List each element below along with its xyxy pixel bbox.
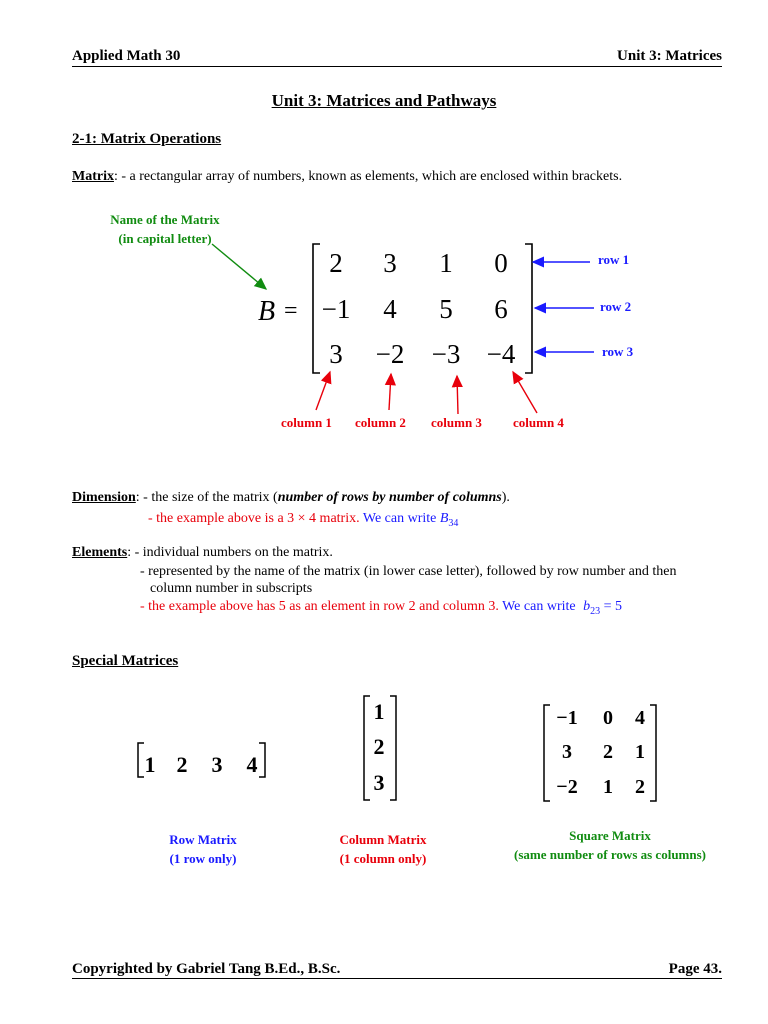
matrix-b-cells — [322, 248, 516, 369]
equals-sign: = — [284, 298, 298, 324]
square-matrix-cell: 3 — [562, 741, 572, 763]
name-note-line1: Name of the Matrix — [110, 212, 220, 227]
special-matrices-drawing — [0, 680, 768, 810]
column-matrix-cell: 1 — [373, 699, 385, 724]
matrix-b-cell: 3 — [329, 339, 343, 369]
row-matrix-cell: 2 — [176, 752, 188, 777]
header-left: Applied Math 30 — [72, 48, 181, 64]
matrix-b-cell: 5 — [439, 294, 453, 324]
column-matrix-left-bracket — [364, 696, 370, 800]
elements-text-3: column number in subscripts — [150, 581, 313, 596]
elements-example-blue: We can write — [502, 599, 576, 614]
row-label-2: row 2 — [600, 299, 632, 314]
square-matrix-cell: −1 — [556, 707, 578, 729]
dimension-definition — [72, 490, 510, 506]
matrix-b-cell: 4 — [383, 294, 397, 324]
square-matrix-right-bracket — [650, 705, 656, 801]
row-matrix-cell: 4 — [246, 752, 258, 777]
column-label-3: column 3 — [431, 415, 482, 430]
matrix-b-cell: 2 — [329, 248, 343, 278]
column-matrix-cells — [374, 699, 385, 795]
special-matrices-heading: Special Matrices — [72, 653, 179, 669]
column-label-2: column 2 — [355, 415, 406, 430]
column-matrix-caption-1: Column Matrix — [339, 832, 427, 847]
matrix-b-cell: −4 — [486, 339, 516, 369]
matrix-b-cell: −2 — [375, 339, 405, 369]
elements-text-2: - represented by the name of the matrix (in lower case letter), followed by row number and then — [140, 564, 677, 579]
matrix-b-diagram — [0, 0, 768, 470]
row-label-1: row 1 — [598, 252, 630, 267]
elements-example-red: - the example above has 5 as an element in row 2 and column 3. — [140, 599, 499, 614]
square-matrix-cell: 2 — [635, 776, 645, 798]
elements-subscript: 23 — [590, 605, 601, 617]
square-matrix-cells — [556, 707, 645, 798]
dimension-example-blue: We can write — [362, 511, 437, 526]
footer-rule — [72, 978, 722, 979]
row-matrix-caption-2: (1 row only) — [169, 851, 237, 866]
square-matrix-caption-1: Square Matrix — [569, 828, 651, 843]
elements-definition — [72, 545, 333, 561]
square-matrix-cell: −2 — [556, 776, 578, 798]
dimension-text-post: ). — [501, 490, 510, 505]
square-matrix-cell: 1 — [635, 741, 645, 763]
col3-arrow — [457, 376, 458, 414]
matrix-b-cell: 3 — [383, 248, 397, 278]
right-bracket — [525, 244, 532, 373]
page-title: Unit 3: Matrices and Pathways — [271, 91, 497, 110]
column-matrix-caption-2: (1 column only) — [339, 851, 427, 866]
row-matrix-left-bracket — [138, 743, 144, 777]
matrix-b-cell: −3 — [431, 339, 461, 369]
square-matrix-left-bracket — [544, 705, 550, 801]
elements-symbol: b — [583, 599, 591, 614]
row-matrix-cell: 3 — [211, 752, 223, 777]
elements-term: Elements — [72, 545, 128, 560]
name-note-line2: (in capital letter) — [118, 231, 212, 246]
matrix-term: Matrix — [72, 169, 114, 184]
elements-text-1: : - individual numbers on the matrix. — [127, 545, 333, 560]
row-label-3: row 3 — [602, 344, 634, 359]
matrix-b-cell: −1 — [321, 294, 351, 324]
elements-value: = 5 — [603, 599, 622, 614]
name-arrow — [212, 244, 266, 289]
column-label-4: column 4 — [513, 415, 564, 430]
row-matrix-caption-1: Row Matrix — [169, 832, 237, 847]
section-heading: 2-1: Matrix Operations — [72, 131, 222, 147]
dimension-symbol: B — [439, 511, 449, 526]
footer-right: Page 43. — [668, 961, 722, 977]
header-right: Unit 3: Matrices — [617, 48, 722, 64]
footer-left: Copyrighted by Gabriel Tang B.Ed., B.Sc. — [72, 961, 341, 977]
matrix-b-cell: 0 — [494, 248, 508, 278]
dimension-emphasis: number of rows by number of columns — [277, 490, 502, 505]
matrix-b-cell: 6 — [494, 294, 508, 324]
matrix-definition-text: : - a rectangular array of numbers, known as elements, which are enclosed within brackets. — [113, 169, 623, 184]
dimension-subscript: 34 — [448, 517, 459, 529]
dimension-term: Dimension — [72, 490, 136, 505]
col2-arrow — [389, 374, 391, 410]
column-label-1: column 1 — [281, 415, 332, 430]
square-matrix-cell: 2 — [603, 741, 613, 763]
col4-arrow — [513, 372, 537, 413]
elements-example — [140, 599, 622, 617]
square-matrix-cell: 4 — [635, 707, 645, 729]
column-matrix-cell: 2 — [373, 734, 385, 759]
matrix-name: B — [258, 296, 276, 327]
column-matrix-right-bracket — [390, 696, 396, 800]
dimension-text-pre: : - the size of the matrix ( — [135, 490, 278, 505]
row-matrix-right-bracket — [259, 743, 265, 777]
square-matrix-cell: 0 — [603, 707, 613, 729]
left-bracket — [313, 244, 320, 373]
square-matrix-cell: 1 — [603, 776, 613, 798]
row-matrix-cell: 1 — [144, 752, 156, 777]
matrix-b-cell: 1 — [439, 248, 453, 278]
column-matrix-cell: 3 — [373, 770, 385, 795]
row-matrix-cells — [145, 752, 258, 777]
dimension-example — [148, 511, 458, 529]
square-matrix-caption-2: (same number of rows as columns) — [514, 847, 706, 862]
col1-arrow — [316, 372, 330, 410]
dimension-example-red: - the example above is a 3 × 4 matrix. — [148, 511, 360, 526]
